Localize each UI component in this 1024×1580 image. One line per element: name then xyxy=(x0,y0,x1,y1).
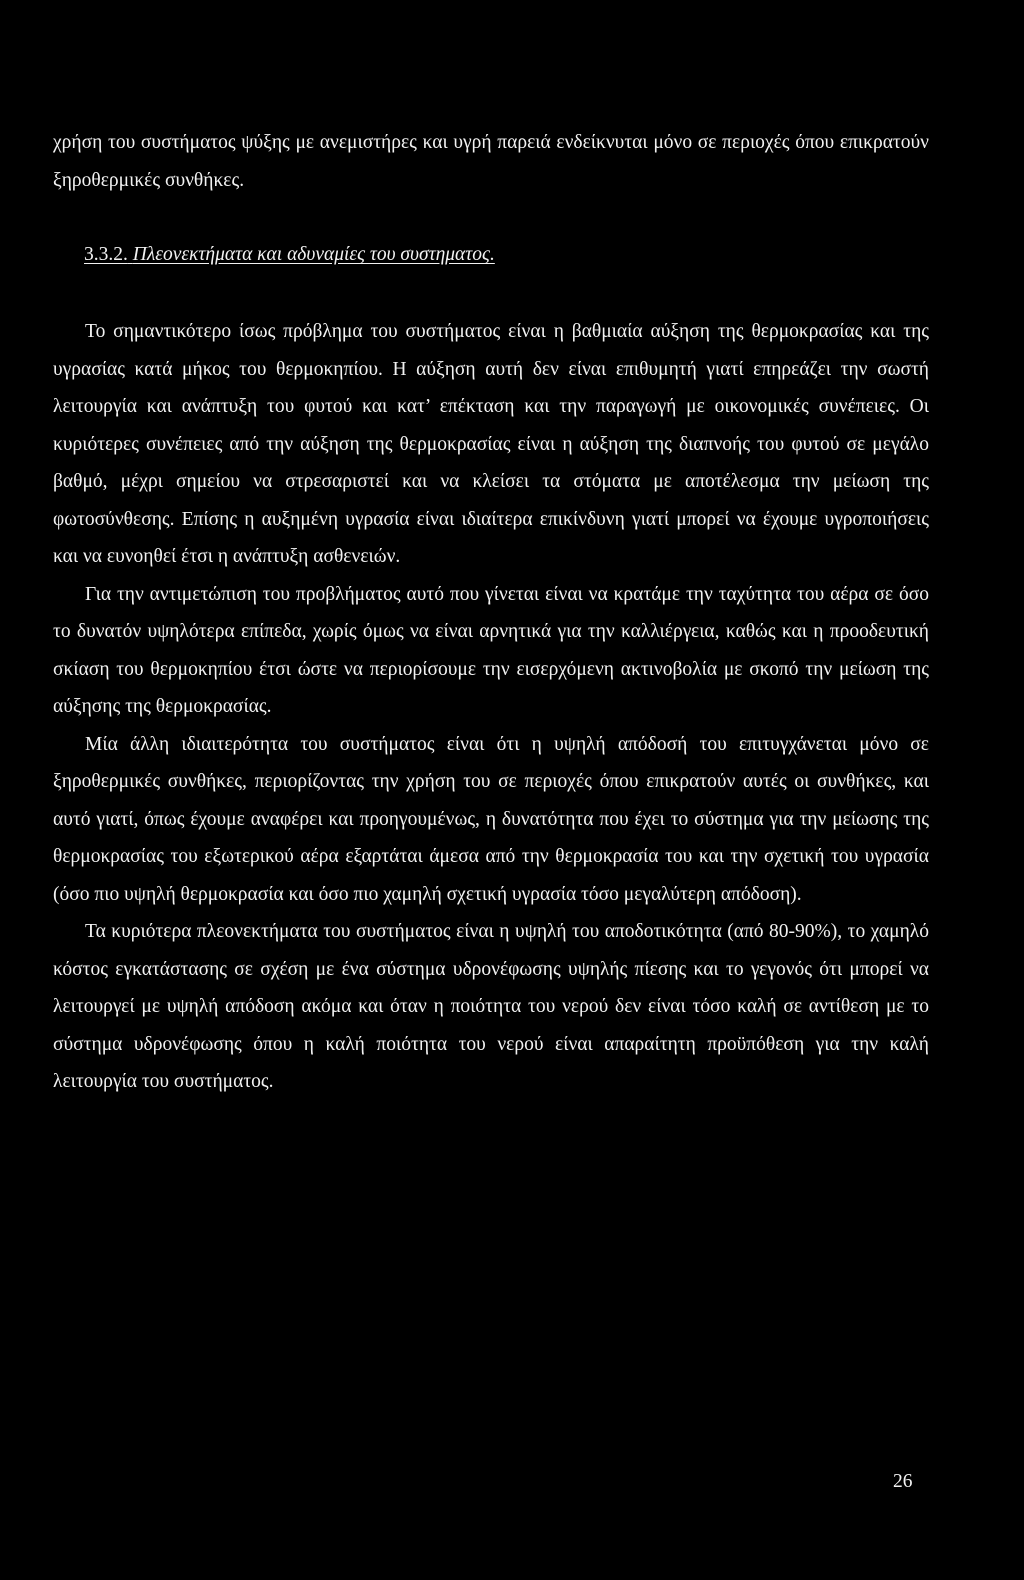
section-title: Πλεονεκτήματα και αδυναμίες του συστηματος. xyxy=(132,244,495,265)
section-body xyxy=(53,313,929,1101)
intro-paragraph: χρήση του συστήματος ψύξης με ανεμιστήρες και υγρή παρειά ενδείκνυται μόνο σε περιοχές όπου επικρατούν ξηροθερμικές συνθήκες. xyxy=(53,132,929,191)
section-number: 3.3.2. xyxy=(84,244,128,265)
paragraph-problem: Το σημαντικότερο ίσως πρόβλημα του συστήματος είναι η βαθμιαία αύξηση της θερμοκρασίας και της υγρασίας κατά μήκος του θερμοκηπίου. Η αύξηση αυτή δεν είναι επιθυμητή γιατί επηρεάζει την σωστή λειτουργία και ανάπτυξη του φυτού και κατ’ επέκταση και την παραγωγή με οικονομικές συνέπειες. Οι κυριότερες συνέπειες από την αύξηση της θερμοκρασίας είναι η αύξηση της διαπνοής του φυτού σε μεγάλο βαθμό, μέχρι σημείου να στρεσαριστεί και να κλείσει τα στόματα με αποτέλεσμα την μείωση της φωτοσύνθεσης. Επίσης η αυξημένη υγρασία είναι ιδιαίτερα επικίνδυνη γιατί μπορεί να έχουμε υγροποιήσεις και να ευνοηθεί έτσι η ανάπτυξη ασθενειών. xyxy=(53,321,929,567)
page-number: 26 xyxy=(893,1471,913,1492)
section-heading xyxy=(84,236,495,274)
paragraph-solution: Για την αντιμετώπιση του προβλήματος αυτό που γίνεται είναι να κρατάμε την ταχύτητα του αέρα σε όσο το δυνατόν υψηλότερα επίπεδα, χωρίς όμως να είναι αρνητικά για την καλλιέργεια, καθώς και η προοδευτική σκίαση του θερμοκηπίου έτσι ώστε να περιορίσουμε την εισερχόμενη ακτινοβολία με σκοπό την μείωση της αύξησης της θερμοκρασίας. xyxy=(53,583,929,717)
paragraph-advantages: Τα κυριότερα πλεονεκτήματα του συστήματος είναι η υψηλή του αποδοτικότητα (από 80-90%), το χαμηλό κόστος εγκατάστασης σε σχέση με ένα σύστημα υδρονέφωσης υψηλής πίεσης και το γεγονός ότι μπορεί να λειτουργεί με υψηλή απόδοση ακόμα και όταν η ποιότητα του νερού δεν είναι τόσο καλή σε αντίθεση με το σύστημα υδρονέφωσης όπου η καλή ποιότητα του νερού είναι απαραίτητη προϋπόθεση για την καλή λειτουργία του συστήματος. xyxy=(53,921,929,1092)
paragraph-conditions: Μία άλλη ιδιαιτερότητα του συστήματος είναι ότι η υψηλή απόδοσή του επιτυγχάνεται μόνο σε ξηροθερμικές συνθήκες, περιορίζοντας την χρήση του σε περιοχές όπου επικρατούν αυτές οι συνθήκες, και αυτό γιατί, όπως έχουμε αναφέρει και προηγουμένως, η δυνατότητα που έχει το σύστημα για την μείωσης της θερμοκρασίας του εξωτερικού αέρα εξαρτάται άμεσα από την θερμοκρασία του και την σχετική του υγρασία (όσο πιο υψηλή θερμοκρασία και όσο πιο χαμηλή σχετική υγρασία τόσο μεγαλύτερη απόδοση). xyxy=(53,733,929,905)
